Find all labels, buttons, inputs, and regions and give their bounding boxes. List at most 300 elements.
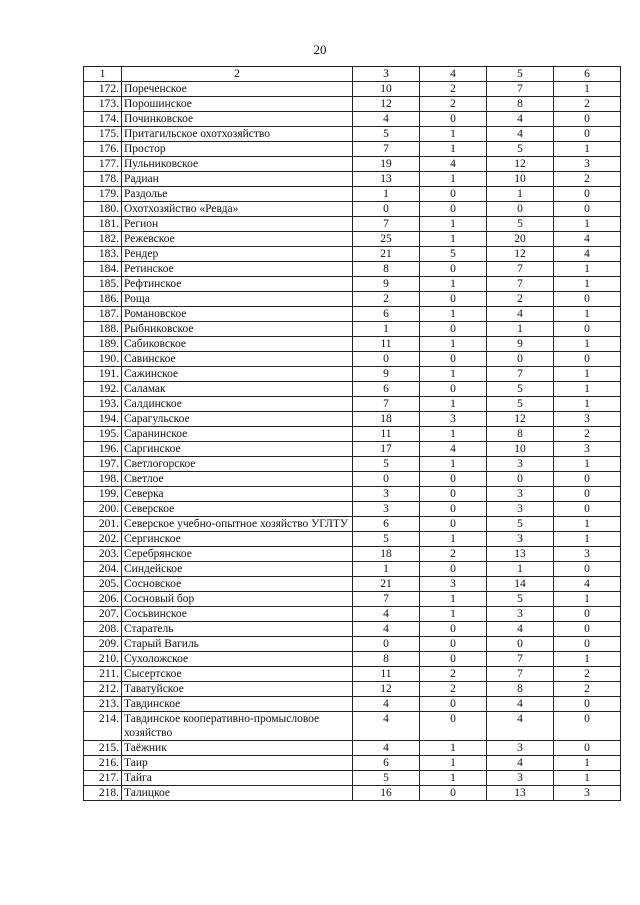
value-cell: 7 bbox=[353, 592, 420, 607]
ground-name-cell: Сысертское bbox=[122, 667, 353, 682]
ground-name-cell: Тайга bbox=[122, 771, 353, 786]
value-cell: 1 bbox=[420, 367, 487, 382]
value-cell: 14 bbox=[487, 577, 554, 592]
value-cell: 8 bbox=[487, 97, 554, 112]
table-row bbox=[84, 127, 621, 142]
value-cell: 4 bbox=[554, 232, 621, 247]
value-cell: 0 bbox=[420, 112, 487, 127]
value-cell: 0 bbox=[353, 202, 420, 217]
value-cell: 0 bbox=[554, 112, 621, 127]
value-cell: 1 bbox=[420, 756, 487, 771]
value-cell: 7 bbox=[487, 667, 554, 682]
row-number-cell: 205. bbox=[84, 577, 122, 592]
value-cell: 4 bbox=[353, 697, 420, 712]
ground-name-cell: Северка bbox=[122, 487, 353, 502]
ground-name-cell: Сабиковское bbox=[122, 337, 353, 352]
value-cell: 7 bbox=[487, 652, 554, 667]
table-row bbox=[84, 472, 621, 487]
table-row bbox=[84, 397, 621, 412]
value-cell: 5 bbox=[487, 217, 554, 232]
value-cell: 12 bbox=[487, 157, 554, 172]
value-cell: 8 bbox=[353, 652, 420, 667]
value-cell: 16 bbox=[353, 786, 420, 801]
header-cell: 5 bbox=[487, 67, 554, 82]
value-cell: 1 bbox=[554, 82, 621, 97]
value-cell: 8 bbox=[487, 427, 554, 442]
value-cell: 18 bbox=[353, 547, 420, 562]
row-number-cell: 179. bbox=[84, 187, 122, 202]
value-cell: 1 bbox=[554, 262, 621, 277]
value-cell: 5 bbox=[353, 532, 420, 547]
row-number-cell: 201. bbox=[84, 517, 122, 532]
row-number-cell: 178. bbox=[84, 172, 122, 187]
value-cell: 7 bbox=[487, 367, 554, 382]
ground-name-cell: Светлое bbox=[122, 472, 353, 487]
value-cell: 0 bbox=[420, 472, 487, 487]
row-number-cell: 189. bbox=[84, 337, 122, 352]
value-cell: 0 bbox=[420, 517, 487, 532]
table-row bbox=[84, 382, 621, 397]
row-number-cell: 195. bbox=[84, 427, 122, 442]
table-row bbox=[84, 352, 621, 367]
value-cell: 1 bbox=[554, 142, 621, 157]
value-cell: 10 bbox=[487, 442, 554, 457]
value-cell: 0 bbox=[554, 322, 621, 337]
hunting-grounds-table bbox=[83, 66, 621, 801]
value-cell: 1 bbox=[420, 457, 487, 472]
value-cell: 6 bbox=[353, 307, 420, 322]
table-row bbox=[84, 97, 621, 112]
ground-name-cell: Сосьвинское bbox=[122, 607, 353, 622]
value-cell: 10 bbox=[487, 172, 554, 187]
row-number-cell: 192. bbox=[84, 382, 122, 397]
value-cell: 2 bbox=[554, 667, 621, 682]
value-cell: 0 bbox=[554, 622, 621, 637]
value-cell: 5 bbox=[353, 127, 420, 142]
header-cell: 2 bbox=[122, 67, 353, 82]
table-row bbox=[84, 682, 621, 697]
row-number-cell: 181. bbox=[84, 217, 122, 232]
value-cell: 7 bbox=[353, 217, 420, 232]
header-cell: 1 bbox=[84, 67, 122, 82]
row-number-cell: 218. bbox=[84, 786, 122, 801]
value-cell: 10 bbox=[353, 82, 420, 97]
value-cell: 5 bbox=[353, 771, 420, 786]
value-cell: 3 bbox=[420, 412, 487, 427]
value-cell: 0 bbox=[554, 741, 621, 756]
table-row bbox=[84, 756, 621, 771]
row-number-cell: 173. bbox=[84, 97, 122, 112]
row-number-cell: 194. bbox=[84, 412, 122, 427]
value-cell: 0 bbox=[487, 202, 554, 217]
value-cell: 1 bbox=[420, 232, 487, 247]
ground-name-cell: Саранинское bbox=[122, 427, 353, 442]
ground-name-cell: Сосновское bbox=[122, 577, 353, 592]
row-number-cell: 193. bbox=[84, 397, 122, 412]
value-cell: 12 bbox=[487, 412, 554, 427]
ground-name-cell: Раздолье bbox=[122, 187, 353, 202]
row-number-cell: 186. bbox=[84, 292, 122, 307]
table-row bbox=[84, 217, 621, 232]
table-row bbox=[84, 202, 621, 217]
value-cell: 21 bbox=[353, 577, 420, 592]
value-cell: 9 bbox=[353, 277, 420, 292]
table-row bbox=[84, 577, 621, 592]
ground-name-cell: Савинское bbox=[122, 352, 353, 367]
value-cell: 9 bbox=[487, 337, 554, 352]
value-cell: 1 bbox=[420, 592, 487, 607]
value-cell: 4 bbox=[554, 247, 621, 262]
value-cell: 0 bbox=[353, 352, 420, 367]
row-number-cell: 217. bbox=[84, 771, 122, 786]
value-cell: 0 bbox=[420, 652, 487, 667]
value-cell: 4 bbox=[420, 442, 487, 457]
table-row bbox=[84, 367, 621, 382]
value-cell: 1 bbox=[554, 532, 621, 547]
row-number-cell: 197. bbox=[84, 457, 122, 472]
value-cell: 1 bbox=[420, 217, 487, 232]
row-number-cell: 202. bbox=[84, 532, 122, 547]
ground-name-cell: Тавдинское bbox=[122, 697, 353, 712]
value-cell: 0 bbox=[420, 322, 487, 337]
value-cell: 4 bbox=[487, 307, 554, 322]
value-cell: 0 bbox=[554, 637, 621, 652]
value-cell: 1 bbox=[554, 382, 621, 397]
value-cell: 8 bbox=[353, 262, 420, 277]
value-cell: 0 bbox=[554, 697, 621, 712]
ground-name-cell: Притагильское охотхозяйство bbox=[122, 127, 353, 142]
value-cell: 1 bbox=[420, 607, 487, 622]
row-number-cell: 215. bbox=[84, 741, 122, 756]
value-cell: 1 bbox=[554, 517, 621, 532]
value-cell: 21 bbox=[353, 247, 420, 262]
header-cell: 6 bbox=[554, 67, 621, 82]
value-cell: 4 bbox=[353, 741, 420, 756]
row-number-cell: 216. bbox=[84, 756, 122, 771]
row-number-cell: 214. bbox=[84, 712, 122, 741]
value-cell: 6 bbox=[353, 756, 420, 771]
value-cell: 1 bbox=[353, 322, 420, 337]
value-cell: 5 bbox=[487, 142, 554, 157]
table-row bbox=[84, 622, 621, 637]
row-number-cell: 175. bbox=[84, 127, 122, 142]
value-cell: 7 bbox=[353, 142, 420, 157]
value-cell: 0 bbox=[353, 472, 420, 487]
table-header-row bbox=[84, 67, 621, 82]
row-number-cell: 191. bbox=[84, 367, 122, 382]
value-cell: 0 bbox=[420, 697, 487, 712]
table-row bbox=[84, 532, 621, 547]
ground-name-cell: Пульниковское bbox=[122, 157, 353, 172]
value-cell: 4 bbox=[487, 127, 554, 142]
value-cell: 4 bbox=[353, 622, 420, 637]
value-cell: 4 bbox=[487, 697, 554, 712]
value-cell: 0 bbox=[420, 712, 487, 741]
value-cell: 4 bbox=[353, 112, 420, 127]
value-cell: 5 bbox=[487, 592, 554, 607]
value-cell: 0 bbox=[353, 637, 420, 652]
value-cell: 4 bbox=[554, 577, 621, 592]
table-row bbox=[84, 502, 621, 517]
value-cell: 0 bbox=[554, 127, 621, 142]
ground-name-cell: Саламак bbox=[122, 382, 353, 397]
header-cell: 4 bbox=[420, 67, 487, 82]
table-row bbox=[84, 187, 621, 202]
row-number-cell: 199. bbox=[84, 487, 122, 502]
value-cell: 11 bbox=[353, 337, 420, 352]
table-body bbox=[84, 82, 621, 801]
value-cell: 1 bbox=[420, 397, 487, 412]
row-number-cell: 176. bbox=[84, 142, 122, 157]
value-cell: 3 bbox=[554, 157, 621, 172]
ground-name-cell: Регион bbox=[122, 217, 353, 232]
table-row bbox=[84, 277, 621, 292]
value-cell: 4 bbox=[487, 112, 554, 127]
value-cell: 9 bbox=[353, 367, 420, 382]
row-number-cell: 209. bbox=[84, 637, 122, 652]
row-number-cell: 177. bbox=[84, 157, 122, 172]
value-cell: 2 bbox=[420, 97, 487, 112]
value-cell: 1 bbox=[353, 187, 420, 202]
value-cell: 3 bbox=[487, 457, 554, 472]
value-cell: 5 bbox=[487, 517, 554, 532]
table-row bbox=[84, 487, 621, 502]
value-cell: 7 bbox=[353, 397, 420, 412]
row-number-cell: 180. bbox=[84, 202, 122, 217]
value-cell: 2 bbox=[420, 667, 487, 682]
value-cell: 1 bbox=[554, 337, 621, 352]
table-row bbox=[84, 307, 621, 322]
value-cell: 7 bbox=[487, 82, 554, 97]
value-cell: 1 bbox=[554, 652, 621, 667]
value-cell: 3 bbox=[487, 607, 554, 622]
value-cell: 5 bbox=[420, 247, 487, 262]
table-row bbox=[84, 592, 621, 607]
value-cell: 11 bbox=[353, 667, 420, 682]
table-row bbox=[84, 697, 621, 712]
value-cell: 0 bbox=[420, 187, 487, 202]
value-cell: 0 bbox=[420, 487, 487, 502]
value-cell: 7 bbox=[487, 277, 554, 292]
table-row bbox=[84, 562, 621, 577]
table-row bbox=[84, 771, 621, 786]
value-cell: 12 bbox=[353, 682, 420, 697]
value-cell: 3 bbox=[353, 502, 420, 517]
ground-name-cell: Сергинское bbox=[122, 532, 353, 547]
ground-name-cell: Режевское bbox=[122, 232, 353, 247]
value-cell: 3 bbox=[353, 487, 420, 502]
value-cell: 3 bbox=[554, 786, 621, 801]
table-row bbox=[84, 112, 621, 127]
value-cell: 0 bbox=[554, 472, 621, 487]
value-cell: 0 bbox=[420, 622, 487, 637]
row-number-cell: 198. bbox=[84, 472, 122, 487]
row-number-cell: 208. bbox=[84, 622, 122, 637]
value-cell: 2 bbox=[554, 97, 621, 112]
ground-name-cell: Охотхозяйство «Ревда» bbox=[122, 202, 353, 217]
value-cell: 0 bbox=[554, 607, 621, 622]
value-cell: 0 bbox=[420, 202, 487, 217]
value-cell: 1 bbox=[420, 142, 487, 157]
value-cell: 1 bbox=[554, 367, 621, 382]
ground-name-cell: Рыбниковское bbox=[122, 322, 353, 337]
table-row bbox=[84, 262, 621, 277]
value-cell: 1 bbox=[420, 741, 487, 756]
row-number-cell: 203. bbox=[84, 547, 122, 562]
table-row bbox=[84, 172, 621, 187]
value-cell: 0 bbox=[487, 352, 554, 367]
value-cell: 1 bbox=[420, 307, 487, 322]
row-number-cell: 183. bbox=[84, 247, 122, 262]
value-cell: 20 bbox=[487, 232, 554, 247]
row-number-cell: 207. bbox=[84, 607, 122, 622]
value-cell: 1 bbox=[554, 217, 621, 232]
value-cell: 0 bbox=[420, 382, 487, 397]
ground-name-cell: Рендер bbox=[122, 247, 353, 262]
value-cell: 0 bbox=[420, 637, 487, 652]
value-cell: 1 bbox=[420, 337, 487, 352]
ground-name-cell: Северское учебно-опытное хозяйство УГЛТУ bbox=[122, 517, 353, 532]
value-cell: 1 bbox=[420, 427, 487, 442]
table-row bbox=[84, 322, 621, 337]
value-cell: 1 bbox=[420, 277, 487, 292]
value-cell: 13 bbox=[487, 786, 554, 801]
value-cell: 0 bbox=[554, 487, 621, 502]
ground-name-cell: Серебрянское bbox=[122, 547, 353, 562]
row-number-cell: 200. bbox=[84, 502, 122, 517]
value-cell: 0 bbox=[554, 352, 621, 367]
value-cell: 1 bbox=[554, 397, 621, 412]
table-row bbox=[84, 547, 621, 562]
value-cell: 3 bbox=[487, 532, 554, 547]
row-number-cell: 211. bbox=[84, 667, 122, 682]
value-cell: 4 bbox=[487, 622, 554, 637]
ground-name-cell: Таёжник bbox=[122, 741, 353, 756]
table-row bbox=[84, 457, 621, 472]
value-cell: 6 bbox=[353, 517, 420, 532]
value-cell: 2 bbox=[353, 292, 420, 307]
table-row bbox=[84, 292, 621, 307]
value-cell: 0 bbox=[554, 502, 621, 517]
value-cell: 17 bbox=[353, 442, 420, 457]
table-row bbox=[84, 517, 621, 532]
row-number-cell: 210. bbox=[84, 652, 122, 667]
table-row bbox=[84, 442, 621, 457]
value-cell: 4 bbox=[487, 712, 554, 741]
ground-name-cell: Сухоложское bbox=[122, 652, 353, 667]
ground-name-cell: Починковское bbox=[122, 112, 353, 127]
ground-name-cell: Радиан bbox=[122, 172, 353, 187]
ground-name-cell: Порошинское bbox=[122, 97, 353, 112]
table-row bbox=[84, 82, 621, 97]
value-cell: 7 bbox=[487, 262, 554, 277]
row-number-cell: 174. bbox=[84, 112, 122, 127]
value-cell: 1 bbox=[353, 562, 420, 577]
table-row bbox=[84, 427, 621, 442]
value-cell: 4 bbox=[353, 712, 420, 741]
value-cell: 0 bbox=[554, 187, 621, 202]
value-cell: 1 bbox=[554, 457, 621, 472]
ground-name-cell: Пореченское bbox=[122, 82, 353, 97]
ground-name-cell: Тавдинское кооперативно-промысловое хозяйство bbox=[122, 712, 353, 741]
table-row bbox=[84, 157, 621, 172]
value-cell: 0 bbox=[420, 292, 487, 307]
value-cell: 18 bbox=[353, 412, 420, 427]
value-cell: 1 bbox=[487, 562, 554, 577]
table-row bbox=[84, 712, 621, 741]
ground-name-cell: Таватуйское bbox=[122, 682, 353, 697]
ground-name-cell: Синдейское bbox=[122, 562, 353, 577]
value-cell: 0 bbox=[420, 502, 487, 517]
ground-name-cell: Таир bbox=[122, 756, 353, 771]
value-cell: 11 bbox=[353, 427, 420, 442]
header-cell: 3 bbox=[353, 67, 420, 82]
table-row bbox=[84, 786, 621, 801]
value-cell: 3 bbox=[554, 412, 621, 427]
table-row bbox=[84, 637, 621, 652]
table-row bbox=[84, 652, 621, 667]
table-row bbox=[84, 667, 621, 682]
value-cell: 0 bbox=[420, 262, 487, 277]
value-cell: 3 bbox=[487, 771, 554, 786]
value-cell: 1 bbox=[554, 771, 621, 786]
value-cell: 0 bbox=[554, 712, 621, 741]
row-number-cell: 190. bbox=[84, 352, 122, 367]
row-number-cell: 187. bbox=[84, 307, 122, 322]
ground-name-cell: Сосновый бор bbox=[122, 592, 353, 607]
ground-name-cell: Старый Вагиль bbox=[122, 637, 353, 652]
value-cell: 3 bbox=[420, 577, 487, 592]
ground-name-cell: Салдинское bbox=[122, 397, 353, 412]
value-cell: 1 bbox=[420, 127, 487, 142]
table-row bbox=[84, 247, 621, 262]
value-cell: 3 bbox=[554, 442, 621, 457]
value-cell: 0 bbox=[420, 562, 487, 577]
row-number-cell: 204. bbox=[84, 562, 122, 577]
value-cell: 1 bbox=[554, 277, 621, 292]
value-cell: 0 bbox=[420, 786, 487, 801]
table-row bbox=[84, 741, 621, 756]
value-cell: 1 bbox=[420, 532, 487, 547]
row-number-cell: 185. bbox=[84, 277, 122, 292]
table-row bbox=[84, 142, 621, 157]
row-number-cell: 184. bbox=[84, 262, 122, 277]
value-cell: 13 bbox=[487, 547, 554, 562]
ground-name-cell: Сарагульское bbox=[122, 412, 353, 427]
value-cell: 0 bbox=[554, 562, 621, 577]
value-cell: 4 bbox=[420, 157, 487, 172]
value-cell: 3 bbox=[554, 547, 621, 562]
value-cell: 5 bbox=[487, 397, 554, 412]
ground-name-cell: Сажинское bbox=[122, 367, 353, 382]
ground-name-cell: Талицкое bbox=[122, 786, 353, 801]
value-cell: 1 bbox=[554, 307, 621, 322]
table-row bbox=[84, 412, 621, 427]
value-cell: 3 bbox=[487, 502, 554, 517]
value-cell: 12 bbox=[487, 247, 554, 262]
value-cell: 2 bbox=[487, 292, 554, 307]
value-cell: 3 bbox=[487, 487, 554, 502]
ground-name-cell: Роща bbox=[122, 292, 353, 307]
value-cell: 0 bbox=[420, 352, 487, 367]
value-cell: 4 bbox=[487, 756, 554, 771]
value-cell: 6 bbox=[353, 382, 420, 397]
value-cell: 2 bbox=[554, 682, 621, 697]
row-number-cell: 188. bbox=[84, 322, 122, 337]
value-cell: 2 bbox=[420, 82, 487, 97]
value-cell: 1 bbox=[487, 322, 554, 337]
value-cell: 2 bbox=[554, 427, 621, 442]
